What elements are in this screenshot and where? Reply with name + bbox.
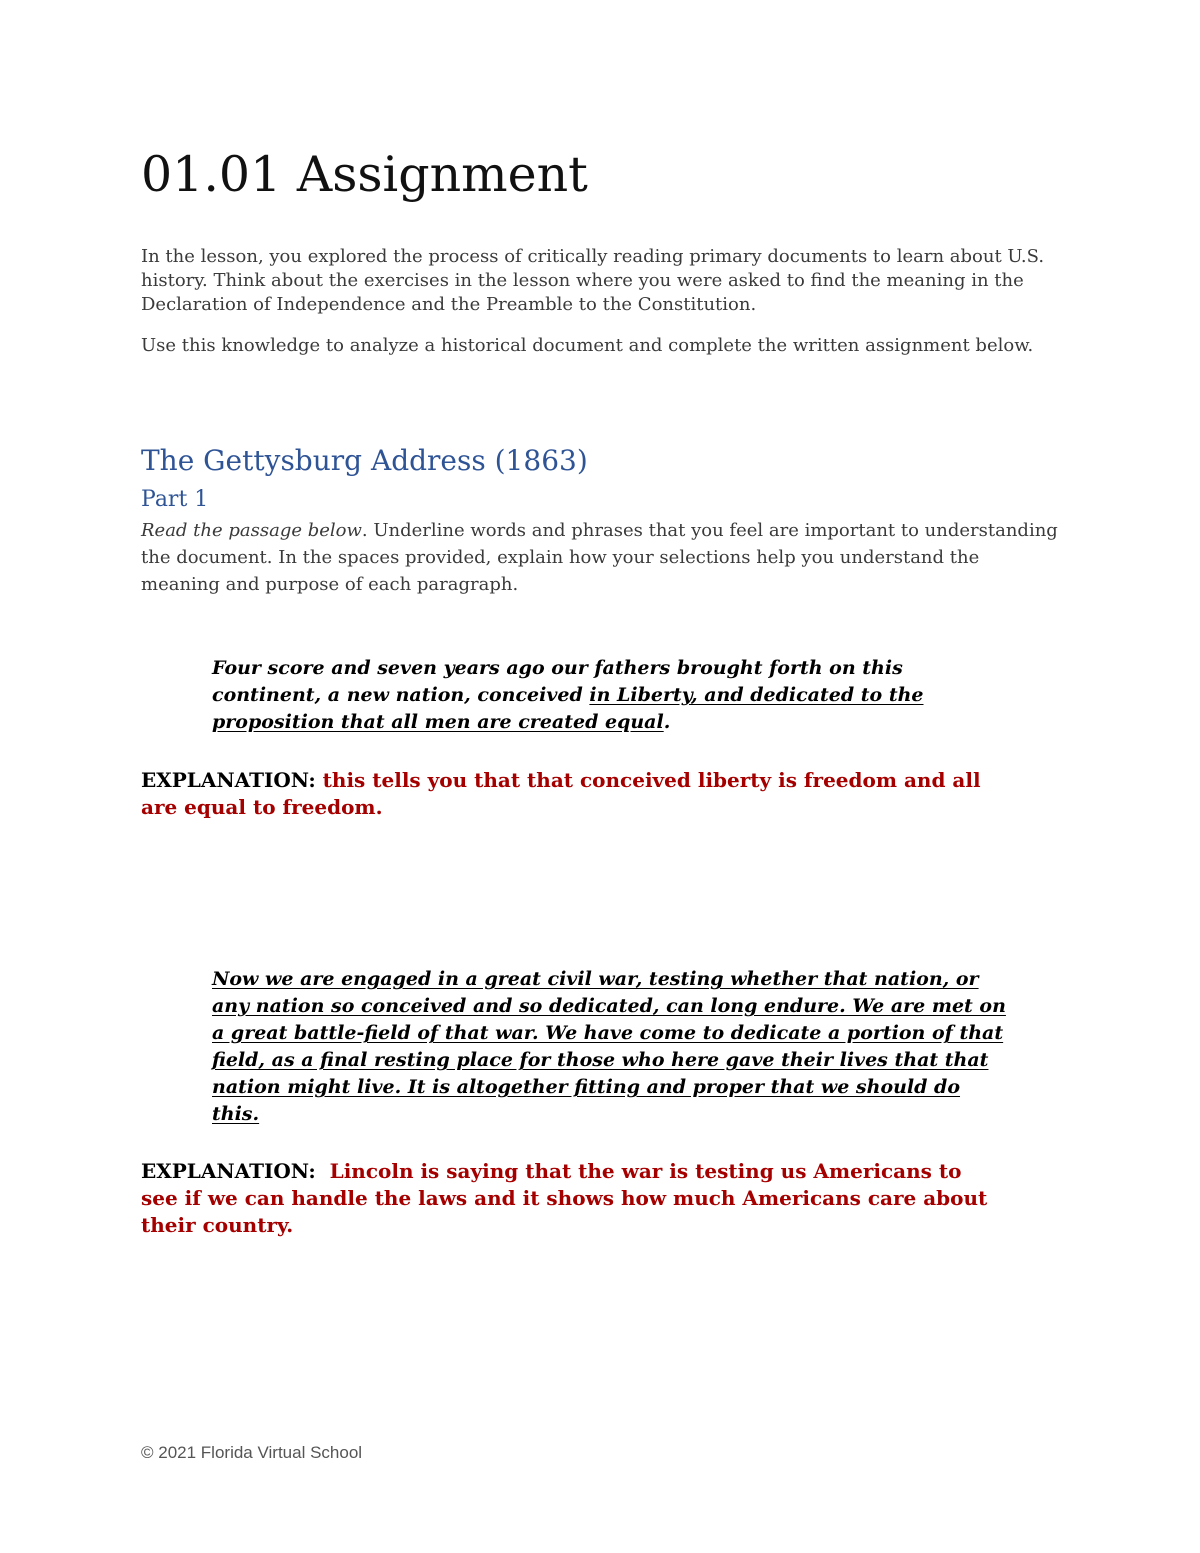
explanation-label: EXPLANATION: <box>141 768 316 792</box>
explanation-1 <box>141 767 1001 821</box>
instructions-paragraph <box>141 517 1061 598</box>
passage-2 <box>212 966 1012 1128</box>
intro-paragraph-2: Use this knowledge to analyze a historical document and complete the written assignment below. <box>141 335 1034 356</box>
passage-1-underlined-segment: in Liberty, and dedicated to the proposition that all men are created equal <box>212 684 924 733</box>
page-title: 01.01 Assignment <box>141 146 588 203</box>
explanation-2 <box>141 1158 1001 1239</box>
intro-paragraph-1: In the lesson, you explored the process of critically reading primary documents to learn about U.S. history. Think about the exercises in the lesson where you were asked to find the meaning in the Declaration of Independence and the Preamble to the Constitution. <box>141 246 1045 315</box>
passage-2-underlined-segment: Now we are engaged in a great civil war, testing whether that nation, or any nation so conceived and so dedicated, can long endure. We are met on a great battle-field of that war. We have come to dedicate a portion of that field, as a final resting place for those who here gave their lives that that nation might live. It is altogether fitting and proper that we should do this. <box>212 968 1006 1125</box>
passage-1 <box>212 655 1012 736</box>
explanation-answer: this tells you that that conceived liberty is freedom and all are equal to freedom. <box>141 768 981 819</box>
instructions-italic-lead: Read the passage below <box>141 520 362 541</box>
explanation-label: EXPLANATION: <box>141 1159 316 1183</box>
passage-1-segment: . <box>663 711 671 733</box>
part-heading: Part 1 <box>141 487 209 512</box>
explanation-answer: Lincoln is saying that the war is testing us Americans to see if we can handle the laws and it shows how much Americans care about their country. <box>141 1159 988 1237</box>
passage-1-segment: Four score and seven years ago our fathers brought forth on this continent, a new nation, conceived <box>212 657 903 706</box>
copyright-footer: © 2021 Florida Virtual School <box>141 1443 363 1462</box>
instructions-text: . Underline words and phrases that you feel are important to understanding the document. In the spaces provided, explain how your selections help you understand the meaning and purpose of each paragraph. <box>141 520 1058 595</box>
section-heading: The Gettysburg Address (1863) <box>141 444 588 477</box>
